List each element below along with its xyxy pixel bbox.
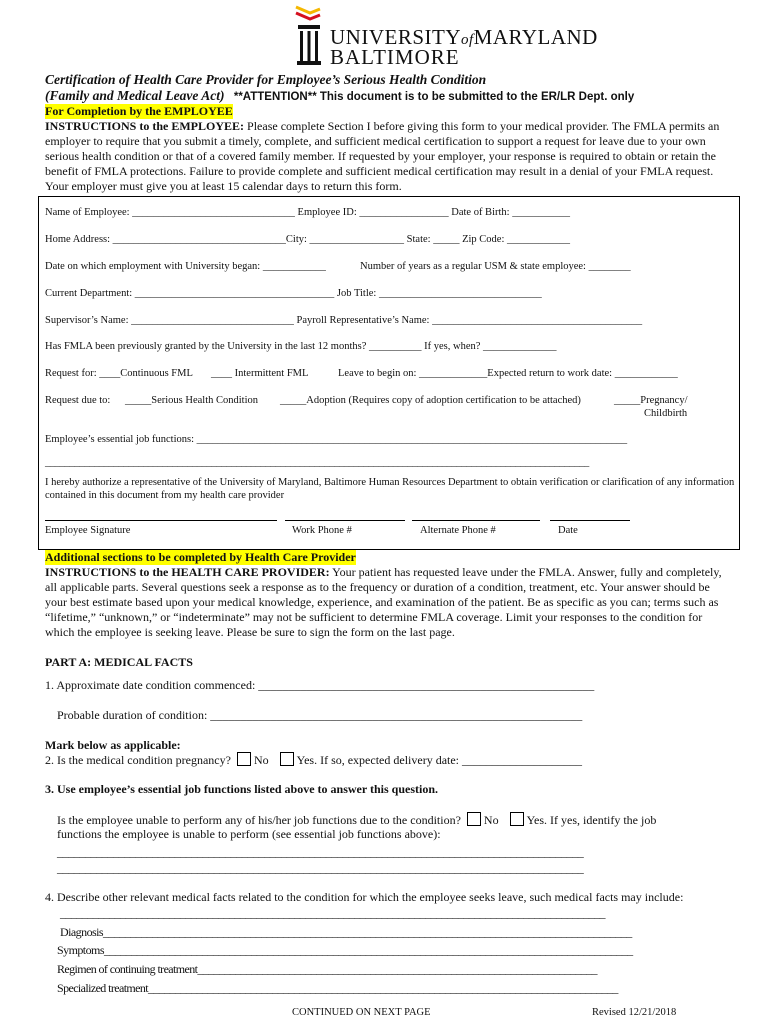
request-intermittent-option[interactable]: ____ Intermittent FML [211, 368, 309, 379]
childbirth-label: Childbirth [644, 408, 688, 419]
logo-baltimore-text: BALTIMORE [330, 45, 460, 69]
authorization-statement: I hereby authorize a representative of the University of Maryland, Baltimore Human Resources Department to obtain verification or clarification of any information contained in this document from my health care provider [45, 477, 735, 501]
employee-info-row-4[interactable]: Current Department: ______________________________________ Job Title: _______________________________ [45, 288, 542, 299]
pregnancy-yes-checkbox[interactable] [280, 752, 294, 766]
unable-functions-prompt: functions the employee is unable to perform (see essential job functions above): [57, 827, 441, 841]
specialized-treatment-field[interactable]: Specialized treatment_______________________________________________________________________________________ [57, 981, 618, 995]
alt-phone-line[interactable] [412, 520, 540, 521]
university-logo [292, 5, 598, 69]
form-title: Certification of Health Care Provider for Employee’s Serious Health Condition [45, 72, 487, 87]
condition-commenced-field[interactable]: 1. Approximate date condition commenced: ________________________________________________________ [45, 678, 595, 692]
essential-functions-field[interactable]: Employee’s essential job functions: __________________________________________________________________________________ [45, 434, 628, 445]
part-a-heading: PART A: MEDICAL FACTS [45, 655, 193, 669]
provider-sections-heading: Additional sections to be completed by Health Care Provider [45, 550, 356, 564]
attention-notice: **ATTENTION** This document is to be submitted to the ER/LR Dept. only [233, 91, 635, 103]
signature-line[interactable] [45, 520, 277, 521]
previous-fmla-field[interactable]: Has FMLA been previously granted by the University in the last 12 months? __________ If yes, when? ______________ [45, 341, 557, 352]
probable-duration-field[interactable]: Probable duration of condition: ______________________________________________________________ [57, 708, 583, 722]
employee-info-row-5[interactable]: Supervisor’s Name: _______________________________ Payroll Representative’s Name: ________________________________________ [45, 315, 643, 326]
provider-instructions-text: Your patient has requested leave under the FMLA. Answer, fully and completely, all applicable parts. Several questions seek a response as to the frequency or duration of a condition, treatment, etc. Your answer should be your best estimate based upon your medical knowledge, experience, and examination of the patient. Be as specific as you can; terms such as “lifetime,” “unknown,” or “indeterminate” may not be sufficient to determine FMLA coverage. Limit your responses to the condition for which the employee is seeking leave. Please be sure to sign the form on the last page. [45, 565, 722, 639]
employee-instructions [45, 119, 735, 194]
regimen-field[interactable]: Regimen of continuing treatment__________________________________________________________________________ [57, 962, 597, 976]
logo-of-text: of [461, 32, 474, 48]
employment-start-field[interactable]: Date on which employment with University began: ____________ [45, 261, 326, 272]
employee-instructions-label: INSTRUCTIONS to the EMPLOYEE: [45, 119, 245, 133]
request-continuous-option[interactable]: Request for: ____Continuous FML [45, 368, 193, 379]
unable-yes-label: Yes. If yes, identify the job [526, 813, 657, 827]
employee-info-row-1[interactable]: Name of Employee: _______________________________ Employee ID: _________________ Date of Birth: ___________ [45, 207, 570, 218]
symptoms-field[interactable]: Symptoms_________________________________________________________________________________________________ [57, 943, 633, 957]
date-label: Date [558, 525, 578, 536]
mark-applicable-label: Mark below as applicable: [45, 738, 181, 752]
unable-no-checkbox[interactable] [467, 812, 481, 826]
work-phone-label: Work Phone # [292, 525, 352, 536]
alt-phone-label: Alternate Phone # [420, 525, 496, 536]
diagnosis-field[interactable]: Diagnosis_________________________________________________________________________________________________ [60, 925, 632, 939]
continued-notice: CONTINUED ON NEXT PAGE [292, 1007, 431, 1018]
unable-yes-checkbox[interactable] [510, 812, 524, 826]
work-phone-line[interactable] [285, 520, 405, 521]
pregnancy-question: 2. Is the medical condition pregnancy? [45, 753, 231, 767]
employee-signature-label: Employee Signature [45, 525, 131, 536]
unable-no-label: No [483, 813, 499, 827]
question-4: 4. Describe other relevant medical facts related to the condition for which the employee seeks leave, such medical facts may include: [45, 890, 684, 904]
request-due-label: Request due to: [45, 395, 111, 406]
revised-date: Revised 12/21/2018 [592, 1007, 677, 1018]
employee-info-row-2[interactable]: Home Address: _________________________________City: __________________ State: _____ Zip Code: ____________ [45, 234, 570, 245]
pregnancy-no-checkbox[interactable] [237, 752, 251, 766]
pregnancy-yes-label[interactable]: Yes. If so, expected delivery date: ____________________ [296, 753, 583, 767]
form-subtitle: (Family and Medical Leave Act) [45, 88, 225, 103]
pregnancy-option[interactable]: _____Pregnancy/ [614, 395, 688, 406]
logo-mark-icon [292, 5, 326, 67]
provider-instructions-label: INSTRUCTIONS to the HEALTH CARE PROVIDER: [45, 565, 330, 579]
pregnancy-no-label: No [253, 753, 269, 767]
essential-functions-line[interactable]: _______________________________________________________________________________________________________________ [45, 457, 589, 468]
medical-facts-line[interactable]: ____________________________________________________________________________________________________ [60, 906, 606, 920]
logo-maryland-text: MARYLAND [473, 25, 598, 49]
unable-functions-line-1[interactable]: ______________________________________________________________________________________________ [57, 845, 584, 859]
years-employee-field[interactable]: Number of years as a regular USM & state employee: ________ [360, 261, 631, 272]
question-3: 3. Use employee’s essential job functions listed above to answer this question. [45, 782, 439, 796]
unable-functions-line-2[interactable]: ______________________________________________________________________________________________ [57, 861, 584, 875]
logo-university-text: UNIVERSITY [330, 25, 461, 49]
leave-dates-field[interactable]: Leave to begin on: _____________Expected return to work date: ____________ [338, 368, 678, 379]
unable-perform-question: Is the employee unable to perform any of his/her job functions due to the condition? [57, 813, 461, 827]
serious-condition-option[interactable]: _____Serious Health Condition [125, 395, 258, 406]
date-line[interactable] [550, 520, 630, 521]
adoption-option[interactable]: _____Adoption (Requires copy of adoption certification to be attached) [280, 395, 581, 406]
completion-employee-heading: For Completion by the EMPLOYEE [45, 104, 233, 118]
provider-instructions [45, 565, 733, 640]
employee-instructions-text: Please complete Section I before giving this form to your medical provider. The FMLA permits an employer to require that you submit a timely, complete, and sufficient medical certification to support a request for leave due to your own serious health condition or that of a covered family member. If requested by your employer, your response is required to obtain or retain the benefit of FMLA protections. Failure to provide complete and sufficient medical certification may result in a denial of your FMLA request. Your employer must give you at least 15 calendar days to return this form. [45, 119, 720, 193]
